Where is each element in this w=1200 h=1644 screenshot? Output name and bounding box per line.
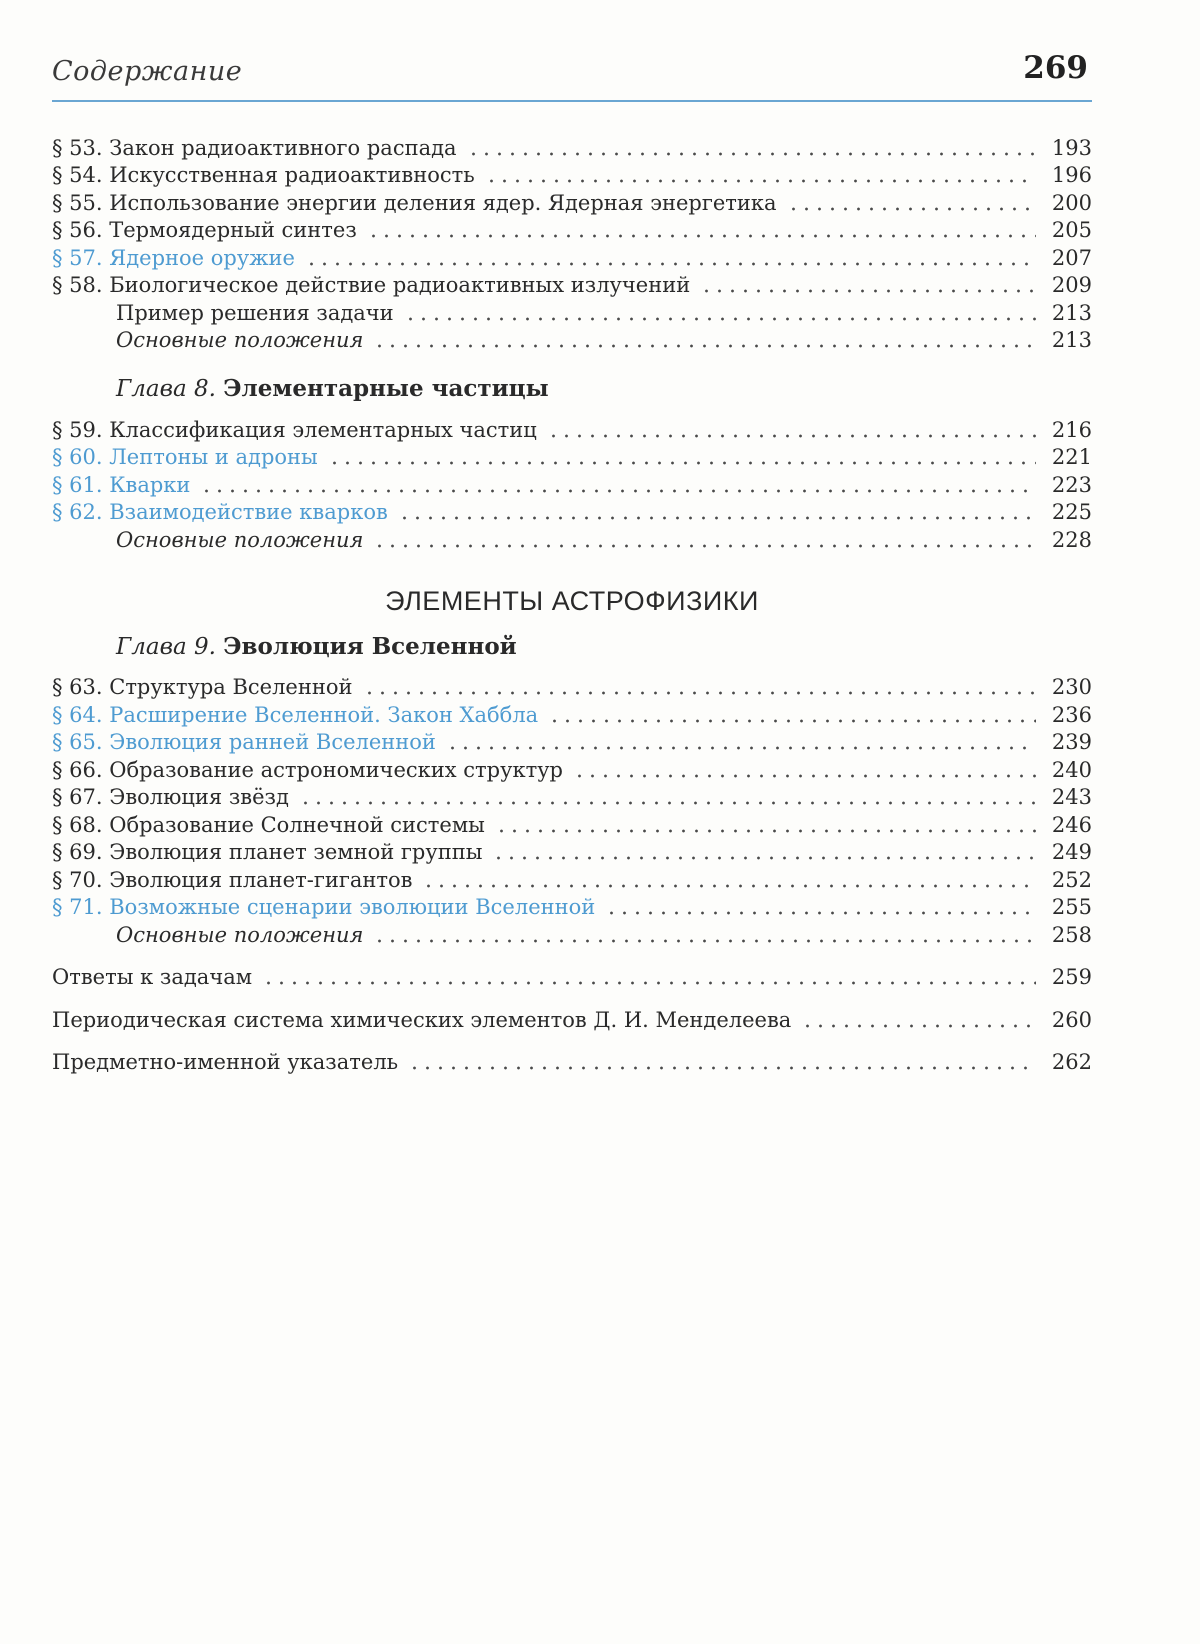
toc-entry[interactable] [52,416,1092,444]
toc-entry[interactable] [52,921,1092,949]
dot-leader [801,1024,1036,1028]
chapter-prefix: Глава 9. [116,633,216,660]
toc-entry[interactable] [52,162,1092,190]
toc-entry-label: § 69. Эволюция планет земной группы [52,840,483,864]
toc-entry-label: § 63. Структура Вселенной [52,675,353,699]
dot-leader [373,939,1036,943]
toc-entry-label: § 65. Эволюция ранней Вселенной [52,730,436,754]
dot-leader [787,207,1036,211]
toc-entry-page: 236 [1051,702,1092,727]
toc-entry-label: Основные положения [116,328,364,352]
toc-entry-page: 205 [1051,218,1092,242]
toc-entry-page: 262 [1051,1050,1092,1074]
toc-entry[interactable] [52,1006,1092,1034]
toc-entry-page: 228 [1051,527,1092,552]
page-number: 269 [1023,50,1088,86]
toc-entry[interactable] [52,244,1092,272]
toc-entry-page: 260 [1051,1007,1092,1032]
dot-leader [398,516,1036,520]
toc-entry[interactable] [52,894,1092,922]
toc-entry[interactable] [52,756,1092,784]
dot-leader [573,774,1036,778]
toc-entry[interactable] [52,499,1092,527]
toc-entry-label: § 70. Эволюция планет-гигантов [52,867,413,892]
toc-entry[interactable] [52,299,1092,327]
toc-entry-label: Основные положения [116,527,364,552]
dot-leader [422,884,1036,888]
dot-leader [492,856,1036,860]
dot-leader [548,719,1036,723]
toc-entry-label: § 67. Эволюция звёзд [52,785,289,809]
toc-entry-page: 239 [1051,730,1092,754]
chapter-title: Элементарные частицы [223,375,549,402]
toc-entry-page: 200 [1051,190,1092,215]
toc-entry[interactable] [52,134,1092,162]
toc-entry-page: 223 [1051,472,1092,497]
dot-leader [305,262,1036,266]
dot-leader [367,234,1036,238]
toc-entry-page: 259 [1051,965,1092,989]
toc-entry[interactable] [52,701,1092,729]
toc-entry[interactable] [52,784,1092,812]
toc-entry-page: 230 [1051,675,1092,699]
dot-leader [328,461,1036,465]
dot-leader [363,691,1037,695]
dot-leader [299,801,1036,805]
toc-entry-page: 249 [1051,840,1092,864]
toc-entry-label: § 62. Взаимодействие кварков [52,500,388,524]
toc-entry-label: § 56. Термоядерный синтез [52,218,357,242]
toc-entry[interactable] [52,217,1092,245]
toc-entry-page: 252 [1051,867,1092,892]
toc-entry[interactable] [52,729,1092,757]
toc-entry-label: § 60. Лептоны и адроны [52,445,318,469]
toc-entry-label: § 55. Использование энергии деления ядер. Ядерная энергетика [52,190,777,215]
page-title: Содержание [52,56,243,87]
toc-entry-label: § 66. Образование астрономических структур [52,757,563,782]
dot-leader [408,1066,1036,1070]
toc-entry-label: § 61. Кварки [52,472,191,497]
dot-leader [373,544,1036,548]
dot-leader [467,152,1036,156]
spacer [52,1034,1092,1049]
toc-entry[interactable] [52,189,1092,217]
toc-entry-page: 216 [1051,417,1092,442]
section-heading: ЭЛЕМЕНТЫ АСТРОФИЗИКИ [385,585,759,616]
toc-entry[interactable] [52,811,1092,839]
toc-entry-page: 225 [1051,500,1092,524]
toc-entry-label: § 68. Образование Солнечной системы [52,812,485,837]
toc-entry[interactable] [52,839,1092,867]
dot-leader [485,179,1036,183]
toc-entry-label: § 71. Возможные сценарии эволюции Вселенной [52,895,596,919]
dot-leader [446,746,1036,750]
spacer [52,991,1092,1006]
table-of-contents [52,134,1092,1076]
toc-entry-label: Предметно-именной указатель [52,1050,399,1074]
dot-leader [605,911,1036,915]
dot-leader [404,317,1036,321]
chapter-prefix: Глава 8. [116,376,216,402]
dot-leader [700,289,1036,293]
toc-entry-label: Основные положения [116,922,364,947]
toc-entry-label: § 53. Закон радиоактивного распада [52,135,457,160]
toc-entry-page: 240 [1051,757,1092,782]
toc-entry[interactable] [52,526,1092,554]
toc-entry[interactable] [52,272,1092,300]
toc-entry-page: 213 [1051,328,1092,352]
toc-entry[interactable] [52,327,1092,355]
toc-entry-label: § 58. Биологическое действие радиоактивных излучений [52,273,691,297]
chapter-heading-9 [52,632,1092,662]
toc-entry[interactable] [52,674,1092,702]
toc-entry[interactable] [52,866,1092,894]
toc-entry-page: 196 [1051,163,1092,187]
toc-entry-label: § 59. Классификация элементарных частиц [52,417,537,442]
toc-entry[interactable] [52,964,1092,992]
toc-entry[interactable] [52,1049,1092,1077]
dot-leader [262,981,1036,985]
toc-entry-label: § 64. Расширение Вселенной. Закон Хаббла [52,702,539,727]
dot-leader [200,489,1036,493]
toc-entry-label: Ответы к задачам [52,965,253,989]
toc-entry-page: 209 [1051,273,1092,297]
dot-leader [373,344,1036,348]
spacer [52,949,1092,964]
toc-entry-label: § 57. Ядерное оружие [52,245,295,270]
toc-entry-page: 213 [1051,300,1092,325]
dot-leader [547,434,1036,438]
chapter-title: Эволюция Вселенной [223,632,517,660]
page-header [52,50,1092,102]
toc-entry-page: 193 [1051,135,1092,160]
toc-entry-page: 243 [1051,785,1092,809]
toc-entry-label: Пример решения задачи [116,300,394,325]
toc-entry[interactable] [52,444,1092,472]
toc-entry-page: 258 [1051,922,1092,947]
dot-leader [495,829,1036,833]
toc-entry-page: 221 [1051,445,1092,469]
toc-entry-label: Периодическая система химических элементов Д. И. Менделеева [52,1007,792,1032]
toc-entry-page: 246 [1051,812,1092,837]
toc-entry[interactable] [52,471,1092,499]
chapter-heading-8 [52,374,1092,404]
toc-entry-label: § 54. Искусственная радиоактивность [52,163,475,187]
toc-entry-page: 207 [1051,245,1092,270]
toc-entry-page: 255 [1051,895,1092,919]
